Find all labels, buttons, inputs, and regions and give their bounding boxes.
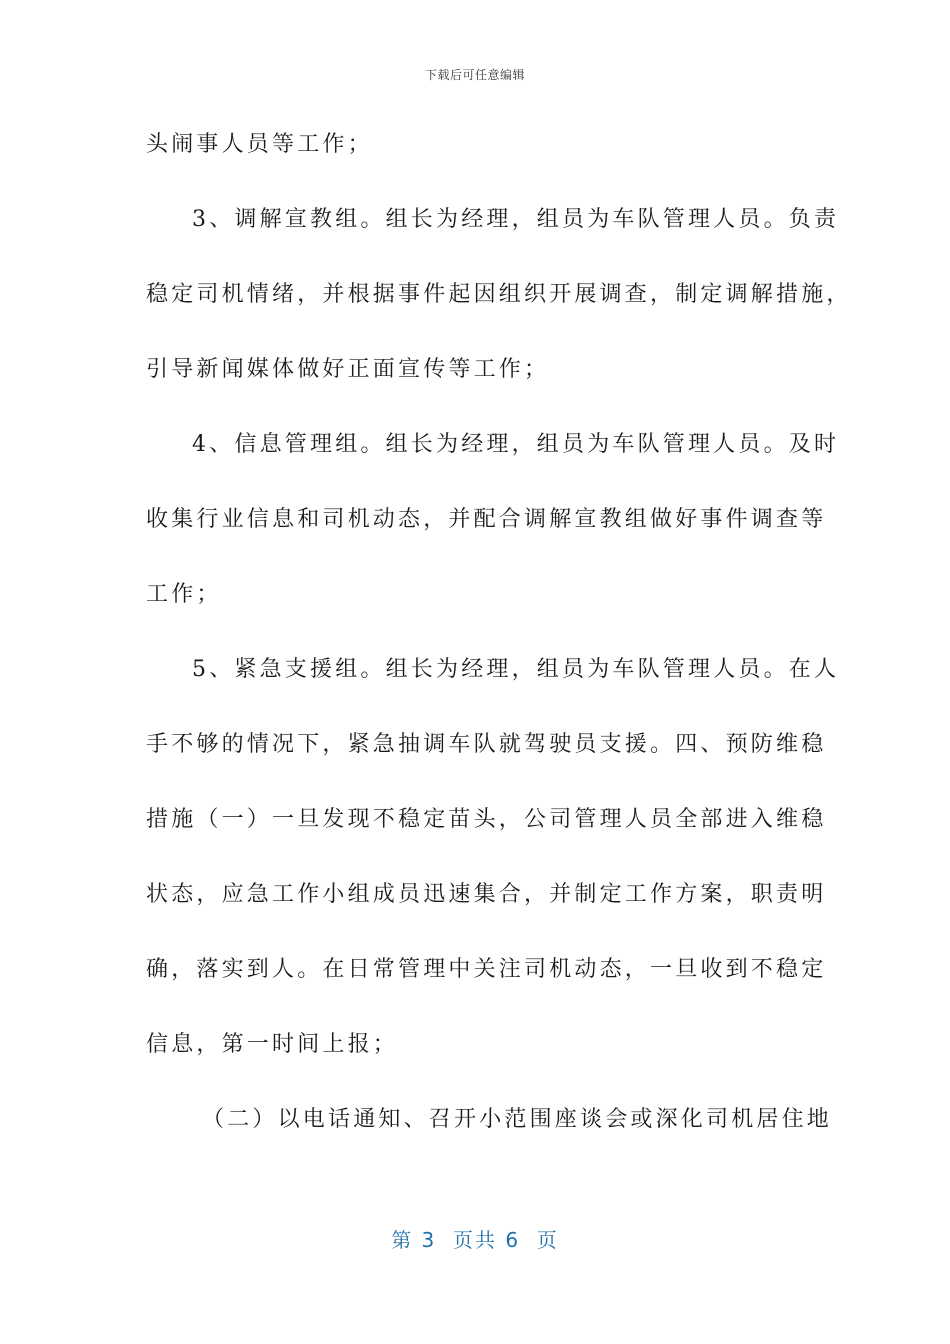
paragraph-line: 引导新闻媒体做好正面宣传等工作； [146, 357, 550, 382]
paragraph-line: 信息，第一时间上报； [146, 1032, 399, 1057]
paragraph-line: 收集行业信息和司机动态，并配合调解宣教组做好事件调查等 [146, 507, 827, 532]
paragraph-line: 工作； [146, 582, 222, 607]
paragraph-line: 5、紧急支援组。组长为经理，组员为车队管理人员。在人 [192, 657, 840, 682]
paragraph-line: 确，落实到人。在日常管理中关注司机动态，一旦收到不稳定 [146, 957, 827, 982]
paragraph-line: （二）以电话通知、召开小范围座谈会或深化司机居住地 [202, 1107, 833, 1132]
paragraph-line: 3、调解宣教组。组长为经理，组员为车队管理人员。负责 [192, 207, 840, 232]
document-body [146, 119, 852, 1169]
paragraph-line: 措施（一）一旦发现不稳定苗头，公司管理人员全部进入维稳 [146, 807, 827, 832]
page-number-label: 第 3 页共 6 页 [391, 1228, 559, 1252]
paragraph-line: 稳定司机情绪，并根据事件起因组织开展调查，制定调解措施， [146, 282, 852, 307]
paragraph-line: 状态，应急工作小组成员迅速集合，并制定工作方案，职责明 [146, 882, 827, 907]
paragraph-line: 头闹事人员等工作； [146, 132, 373, 157]
page-header-note: 下载后可任意编辑 [424, 68, 525, 82]
paragraph-line: 手不够的情况下，紧急抽调车队就驾驶员支援。四、预防维稳 [146, 732, 827, 757]
page-number-footer [0, 1224, 950, 1253]
paragraph-line: 4、信息管理组。组长为经理，组员为车队管理人员。及时 [192, 432, 840, 457]
